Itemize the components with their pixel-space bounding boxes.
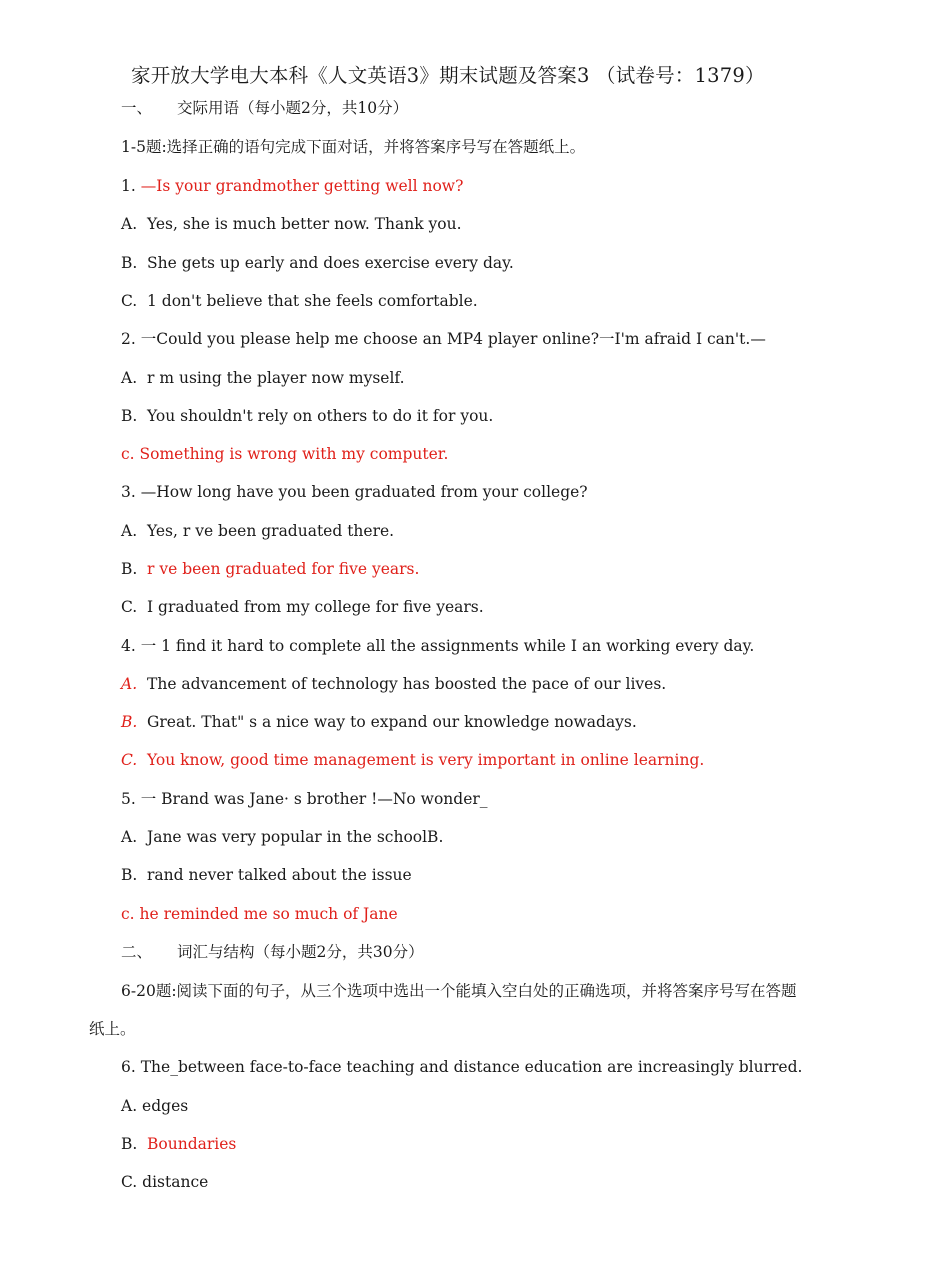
option-letter: A. xyxy=(121,828,138,846)
q2-option-a xyxy=(121,367,405,389)
page-title: 家开放大学电大本科《人文英语3》期末试题及答案3 （试卷号：1379） xyxy=(131,64,765,87)
q3-option-b xyxy=(121,558,419,580)
option-text: r m using the player now myself. xyxy=(147,369,405,387)
q1-option-b xyxy=(121,252,514,274)
option-letter: A. xyxy=(121,369,138,387)
q3-option-c xyxy=(121,596,484,618)
option-letter: B. xyxy=(121,866,138,884)
option-letter: A. xyxy=(121,675,138,693)
option-text: Great. That" s a nice way to expand our knowledge nowadays. xyxy=(147,713,637,731)
option-text: Yes, r ve been graduated there. xyxy=(147,522,395,540)
option-letter: C. xyxy=(121,292,138,310)
q6-option-a: A. edges xyxy=(121,1097,189,1115)
section-number: 一、 xyxy=(121,99,153,117)
q5-option-b xyxy=(121,864,412,886)
question-4: 4. 一 1 find it hard to complete all the assignments while I an working every day. xyxy=(121,637,755,655)
section-label: 词汇与结构（每小题2分，共30分） xyxy=(177,943,424,961)
option-text: r ve been graduated for five years. xyxy=(147,560,420,578)
q4-option-a xyxy=(121,673,666,695)
q5-option-a xyxy=(121,826,443,848)
q1-option-c xyxy=(121,290,478,312)
q4-option-b xyxy=(121,711,637,733)
option-letter: C. xyxy=(121,598,138,616)
option-letter: C. xyxy=(121,751,138,769)
section-1-heading xyxy=(121,97,408,119)
option-letter: B. xyxy=(121,407,138,425)
q1-option-a xyxy=(121,213,462,235)
option-text: The advancement of technology has boosted the pace of our lives. xyxy=(147,675,667,693)
option-text: rand never talked about the issue xyxy=(147,866,412,884)
instructions-2-line-1: 6-20题:阅读下面的句子，从三个选项中选出一个能填入空白处的正确选项，并将答案序号写在答题 xyxy=(121,982,797,1000)
question-5: 5. 一 Brand was Jane· s brother !—No wonder_ xyxy=(121,790,488,808)
question-2: 2. 一Could you please help me choose an MP4 player online?一I'm afraid I can't.— xyxy=(121,330,766,348)
option-text: You know, good time management is very important in online learning. xyxy=(147,751,705,769)
option-text: Boundaries xyxy=(147,1135,237,1153)
q4-option-c xyxy=(121,749,704,771)
q5-option-c: c. he reminded me so much of Jane xyxy=(121,905,398,923)
instructions-2-line-2: 纸上。 xyxy=(89,1020,136,1038)
option-letter: A. xyxy=(121,522,138,540)
option-letter: A. xyxy=(121,215,138,233)
option-letter: B. xyxy=(121,1135,138,1153)
q6-option-b xyxy=(121,1133,236,1155)
option-text: Jane was very popular in the schoolB. xyxy=(147,828,444,846)
q2-option-c: c. Something is wrong with my computer. xyxy=(121,445,449,463)
option-text: Yes, she is much better now. Thank you. xyxy=(147,215,462,233)
q3-option-a xyxy=(121,520,394,542)
option-letter: B. xyxy=(121,254,138,272)
question-6: 6. The_between face-to-face teaching and distance education are increasingly blurred. xyxy=(121,1058,803,1076)
option-letter: B. xyxy=(121,560,138,578)
question-number: 1. xyxy=(121,177,141,195)
section-label: 交际用语（每小题2分，共10分） xyxy=(177,99,409,117)
option-text: I graduated from my college for five years. xyxy=(147,598,484,616)
instructions-1: 1-5题:选择正确的语句完成下面对话，并将答案序号写在答题纸上。 xyxy=(121,138,586,156)
option-letter: B. xyxy=(121,713,138,731)
question-1 xyxy=(121,175,463,197)
section-number: 二、 xyxy=(121,943,153,961)
section-2-heading xyxy=(121,941,424,963)
q2-option-b xyxy=(121,405,493,427)
question-3: 3. —How long have you been graduated from your college? xyxy=(121,483,588,501)
option-text: She gets up early and does exercise every day. xyxy=(147,254,514,272)
option-text: 1 don't believe that she feels comfortable. xyxy=(147,292,478,310)
question-stem: —Is your grandmother getting well now? xyxy=(140,177,464,195)
option-text: You shouldn't rely on others to do it for you. xyxy=(147,407,494,425)
q6-option-c: C. distance xyxy=(121,1173,209,1191)
